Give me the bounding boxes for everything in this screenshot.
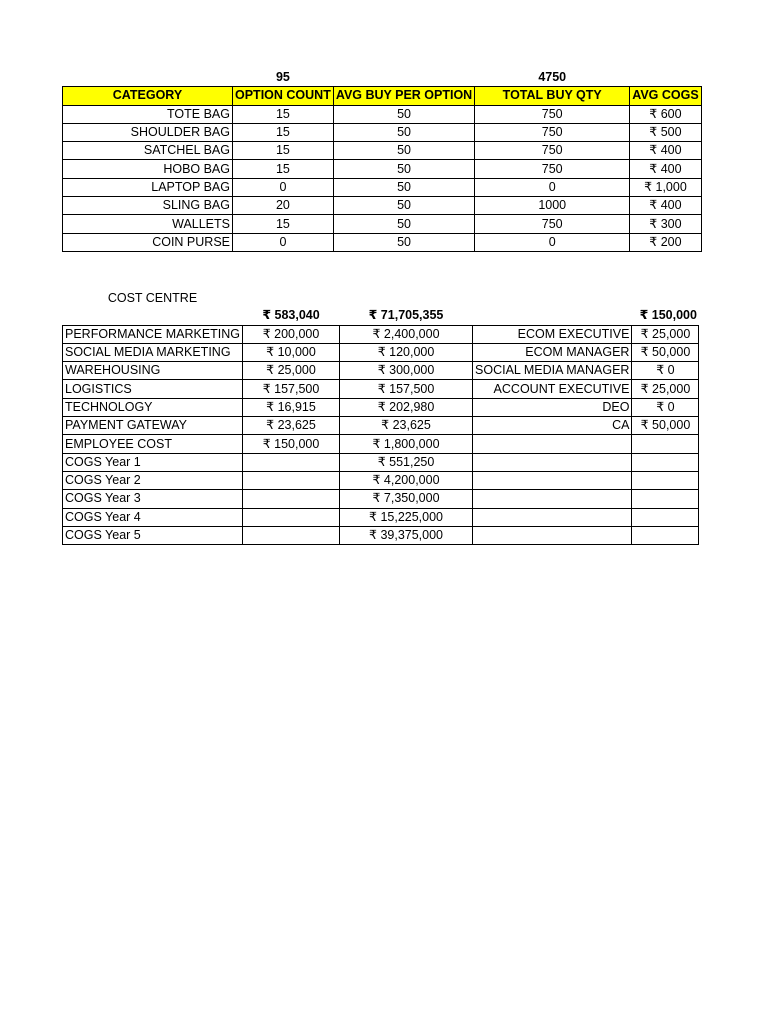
total-buy-qty-total[interactable]: 4750 [538,70,567,85]
table-row [63,343,699,361]
table-row [63,105,702,123]
cost-centre-name-cell[interactable]: LOGISTICS [63,380,243,398]
cost-centre-title[interactable]: COST CENTRE [107,291,198,306]
yearly-cost-cell[interactable]: ₹ 551,250 [340,453,473,471]
staff-salary-cell[interactable] [632,490,699,508]
avg-buy-cell[interactable]: 50 [333,105,474,123]
staff-role-cell[interactable]: CA [473,417,632,435]
table-row [63,123,702,141]
option-count-cell[interactable]: 20 [233,197,334,215]
avg-cogs-cell[interactable]: ₹ 300 [630,215,701,233]
staff-role-cell[interactable] [473,526,632,544]
avg-buy-cell[interactable]: 50 [333,142,474,160]
avg-buy-cell[interactable]: 50 [333,215,474,233]
staff-salary-cell[interactable] [632,471,699,489]
total-buy-qty-cell[interactable]: 750 [475,160,630,178]
yearly-cost-cell[interactable]: ₹ 4,200,000 [340,471,473,489]
cost-centre-title-row [63,290,699,307]
yearly-cost-cell[interactable]: ₹ 15,225,000 [340,508,473,526]
option-count-cell[interactable]: 0 [233,233,334,251]
staff-role-cell[interactable]: ECOM EXECUTIVE [473,325,632,343]
yearly-cost-cell[interactable]: ₹ 157,500 [340,380,473,398]
yearly-cost-total[interactable]: ₹ 71,705,355 [368,308,444,323]
table-row [63,178,702,196]
category-table [62,69,702,252]
cost-centre-name-cell[interactable]: COGS Year 3 [63,490,243,508]
monthly-cost-cell[interactable]: ₹ 16,915 [243,398,340,416]
cost-centre-name-cell[interactable]: COGS Year 2 [63,471,243,489]
avg-cogs-cell[interactable]: ₹ 400 [630,160,701,178]
category-name-cell[interactable]: SATCHEL BAG [63,142,233,160]
cost-centre-name-cell[interactable]: PAYMENT GATEWAY [63,417,243,435]
staff-salary-cell[interactable]: ₹ 25,000 [632,380,699,398]
table-row [63,325,699,343]
cost-table-body [63,325,699,545]
header-category[interactable]: CATEGORY [63,87,233,105]
monthly-cost-cell[interactable]: ₹ 200,000 [243,325,340,343]
table-row [63,197,702,215]
header-option-count[interactable]: OPTION COUNT [233,87,334,105]
avg-cogs-cell[interactable]: ₹ 500 [630,123,701,141]
staff-salary-cell[interactable]: ₹ 25,000 [632,325,699,343]
avg-buy-cell[interactable]: 50 [333,123,474,141]
table-row [63,233,702,251]
option-count-cell[interactable]: 15 [233,123,334,141]
table-row [63,398,699,416]
table-row [63,471,699,489]
category-name-cell[interactable]: SHOULDER BAG [63,123,233,141]
header-avg-buy-per-option[interactable]: AVG BUY PER OPTION [333,87,474,105]
cost-centre-name-cell[interactable]: COGS Year 4 [63,508,243,526]
yearly-cost-cell[interactable]: ₹ 7,350,000 [340,490,473,508]
avg-cogs-cell[interactable]: ₹ 400 [630,142,701,160]
staff-role-cell[interactable] [473,453,632,471]
yearly-cost-cell[interactable]: ₹ 120,000 [340,343,473,361]
option-count-cell[interactable]: 15 [233,160,334,178]
monthly-cost-cell[interactable]: ₹ 25,000 [243,362,340,380]
table-row [63,435,699,453]
avg-cogs-cell[interactable]: ₹ 400 [630,197,701,215]
option-count-cell[interactable]: 0 [233,178,334,196]
table-row [63,380,699,398]
staff-salary-cell[interactable]: ₹ 50,000 [632,343,699,361]
cost-centre-name-cell[interactable]: COGS Year 1 [63,453,243,471]
monthly-cost-cell[interactable]: ₹ 23,625 [243,417,340,435]
avg-buy-cell[interactable]: 50 [333,160,474,178]
monthly-cost-cell[interactable] [243,508,340,526]
table-row [63,160,702,178]
cost-centre-name-cell[interactable]: EMPLOYEE COST [63,435,243,453]
monthly-cost-cell[interactable] [243,526,340,544]
table-row [63,142,702,160]
monthly-cost-cell[interactable]: ₹ 10,000 [243,343,340,361]
avg-buy-cell[interactable]: 50 [333,178,474,196]
avg-cogs-cell[interactable]: ₹ 200 [630,233,701,251]
cost-centre-name-cell[interactable]: COGS Year 5 [63,526,243,544]
total-buy-qty-cell[interactable]: 750 [475,105,630,123]
category-name-cell[interactable]: COIN PURSE [63,233,233,251]
category-table-body [63,105,702,251]
monthly-cost-cell[interactable] [243,471,340,489]
option-count-cell[interactable]: 15 [233,142,334,160]
total-buy-qty-cell[interactable]: 750 [475,123,630,141]
category-name-cell[interactable]: WALLETS [63,215,233,233]
monthly-cost-cell[interactable]: ₹ 150,000 [243,435,340,453]
table-row [63,490,699,508]
table-row [63,453,699,471]
yearly-cost-cell[interactable]: ₹ 202,980 [340,398,473,416]
staff-salary-cell[interactable]: ₹ 0 [632,362,699,380]
monthly-cost-cell[interactable] [243,490,340,508]
total-buy-qty-cell[interactable]: 1000 [475,197,630,215]
option-count-cell[interactable]: 15 [233,105,334,123]
category-totals-row [63,69,702,87]
avg-buy-cell[interactable]: 50 [333,233,474,251]
avg-cogs-cell[interactable]: ₹ 1,000 [630,178,701,196]
staff-role-cell[interactable]: SOCIAL MEDIA MANAGER [473,362,632,380]
cost-totals-row [63,307,699,325]
option-count-cell[interactable]: 15 [233,215,334,233]
staff-role-cell[interactable]: ACCOUNT EXECUTIVE [473,380,632,398]
category-name-cell[interactable]: TOTE BAG [63,105,233,123]
yearly-cost-cell[interactable]: ₹ 2,400,000 [340,325,473,343]
category-name-cell[interactable]: LAPTOP BAG [63,178,233,196]
staff-salary-cell[interactable]: ₹ 50,000 [632,417,699,435]
yearly-cost-cell[interactable]: ₹ 39,375,000 [340,526,473,544]
staff-role-cell[interactable] [473,471,632,489]
option-count-total[interactable]: 95 [275,70,290,85]
cost-centre-name-cell[interactable]: PERFORMANCE MARKETING [63,325,243,343]
staff-role-cell[interactable] [473,508,632,526]
header-total-buy-qty[interactable]: TOTAL BUY QTY [475,87,630,105]
staff-role-cell[interactable]: DEO [473,398,632,416]
category-header-row [63,87,702,105]
staff-salary-cell[interactable] [632,526,699,544]
header-avg-cogs[interactable]: AVG COGS [630,87,701,105]
category-name-cell[interactable]: HOBO BAG [63,160,233,178]
staff-salary-cell[interactable] [632,453,699,471]
staff-salary-cell[interactable] [632,508,699,526]
total-buy-qty-cell[interactable]: 750 [475,142,630,160]
yearly-cost-cell[interactable]: ₹ 23,625 [340,417,473,435]
avg-buy-cell[interactable]: 50 [333,197,474,215]
staff-salary-cell[interactable] [632,435,699,453]
monthly-cost-total[interactable]: ₹ 583,040 [262,308,320,323]
cost-centre-name-cell[interactable]: WAREHOUSING [63,362,243,380]
table-row [63,215,702,233]
avg-cogs-cell[interactable]: ₹ 600 [630,105,701,123]
yearly-cost-cell[interactable]: ₹ 300,000 [340,362,473,380]
staff-role-cell[interactable] [473,490,632,508]
cost-centre-name-cell[interactable]: TECHNOLOGY [63,398,243,416]
table-row [63,417,699,435]
staff-role-cell[interactable] [473,435,632,453]
staff-role-cell[interactable]: ECOM MANAGER [473,343,632,361]
table-row [63,362,699,380]
monthly-cost-cell[interactable] [243,453,340,471]
cost-centre-table [62,290,699,545]
cost-centre-name-cell[interactable]: SOCIAL MEDIA MARKETING [63,343,243,361]
total-buy-qty-cell[interactable]: 0 [475,233,630,251]
yearly-cost-cell[interactable]: ₹ 1,800,000 [340,435,473,453]
total-buy-qty-cell[interactable]: 0 [475,178,630,196]
table-row [63,508,699,526]
category-name-cell[interactable]: SLING BAG [63,197,233,215]
total-buy-qty-cell[interactable]: 750 [475,215,630,233]
table-row [63,526,699,544]
staff-cost-total[interactable]: ₹ 150,000 [639,308,697,323]
monthly-cost-cell[interactable]: ₹ 157,500 [243,380,340,398]
staff-salary-cell[interactable]: ₹ 0 [632,398,699,416]
